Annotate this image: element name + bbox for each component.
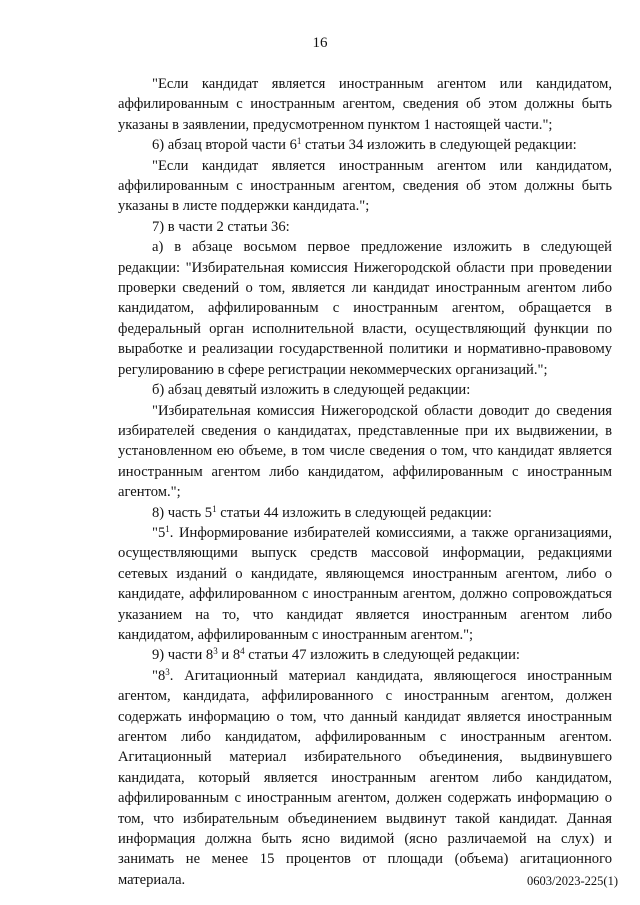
superscript: 3 — [165, 666, 170, 677]
superscript: 1 — [296, 136, 302, 147]
paragraph-quote-application: "Если кандидат является иностранным агентом или кандидатом, аффилированным с иностранным агентом, сведения об этом должны быть указаны в заявлении, предусмотренном пунктом 1 настоящей части."; — [118, 76, 612, 133]
text-fragment: 6) абзац второй части 6 — [152, 137, 297, 154]
text-fragment: статьи 47 изложить в следующей редакции: — [244, 647, 520, 664]
text-fragment: . Агитационный материал кандидата, являющегося иностранным агентом, кандидата, аффилированного с иностранным агентом, должен содержать информацию о том, что данный кандидат является иностранным агентом либо кандидатом, аффилированным с иностранным агентом. Агитационный материал избирательного объединения, выдвинувшего кандидата, который является иностранным агентом либо кандидатом, аффилированным с иностранным агентом, должен содержать информацию о том, что избирательным объединением выдвинут такой кандидат. Данная информация должна быть ясно видимой (ясно различаемой на слух) и занимать не менее 15 процентов от площади (объема) агитационного материала. — [118, 667, 612, 888]
paragraph-quote-informing — [118, 523, 612, 645]
superscript: 4 — [240, 646, 245, 657]
page-number: 16 — [312, 35, 328, 51]
document-code: 0603/2023-225(1) — [527, 874, 618, 888]
text-fragment: 8) часть 5 — [152, 504, 213, 521]
superscript: 1 — [212, 503, 217, 514]
text-fragment: "8 — [152, 667, 166, 684]
paragraph-item-7a: а) в абзаце восьмом первое предложение изложить в следующей редакции: "Избирательная комиссия Нижегородской области при проведении проверки сведений о том, является ли кандидат иностранным агентом либо кандидатом, аффилированным с иностранным агентом, обращается в федеральный орган исполнительной власти, осуществляющий функции по выработке и реализации государственной политики и нормативно-правовому регулированию в сфере регистрации некоммерческих организаций."; — [118, 239, 612, 378]
paragraph-quote-campaign-material — [118, 666, 612, 890]
paragraph-quote-support-list: "Если кандидат является иностранным агентом или кандидатом, аффилированным с иностранным агентом, сведения об этом должны быть указаны в листе поддержки кандидата."; — [118, 157, 612, 215]
paragraph-item-7b: б) абзац девятый изложить в следующей редакции: — [152, 382, 471, 399]
superscript: 3 — [213, 646, 218, 657]
text-fragment: 9) части 8 — [152, 647, 214, 664]
paragraph-item-7: 7) в части 2 статьи 36: — [152, 218, 290, 235]
paragraph-quote-commission: "Избирательная комиссия Нижегородской области доводит до сведения избирателей сведения о кандидатах, представленные при их выдвижении, в установленном ею объеме, в том числе сведения о том, что кандидат является иностранным агентом либо кандидатом, аффилированным с иностранным агентом."; — [118, 402, 612, 501]
paragraph-item-8 — [118, 503, 612, 523]
paragraph-item-6 — [118, 135, 612, 155]
text-fragment: "5 — [152, 524, 166, 541]
paragraph-item-9 — [118, 645, 612, 665]
superscript: 1 — [165, 523, 170, 534]
text-fragment: статьи 44 изложить в следующей редакции: — [216, 504, 492, 521]
text-fragment: статьи 34 изложить в следующей редакции: — [301, 137, 577, 154]
text-fragment: и 8 — [217, 647, 241, 664]
text-fragment: . Информирование избирателей комиссиями, а также организациями, осуществляющими выпуск средств массовой информации, редакциями сетевых изданий о кандидате, являющемся иностранным агентом, либо о кандидате, аффилированном с иностранным агентом, должно сопровождаться указанием на то, что кандидат является иностранным агентом либо кандидатом, аффилированным с иностранным агентом."; — [118, 524, 612, 643]
document-body — [118, 74, 612, 890]
